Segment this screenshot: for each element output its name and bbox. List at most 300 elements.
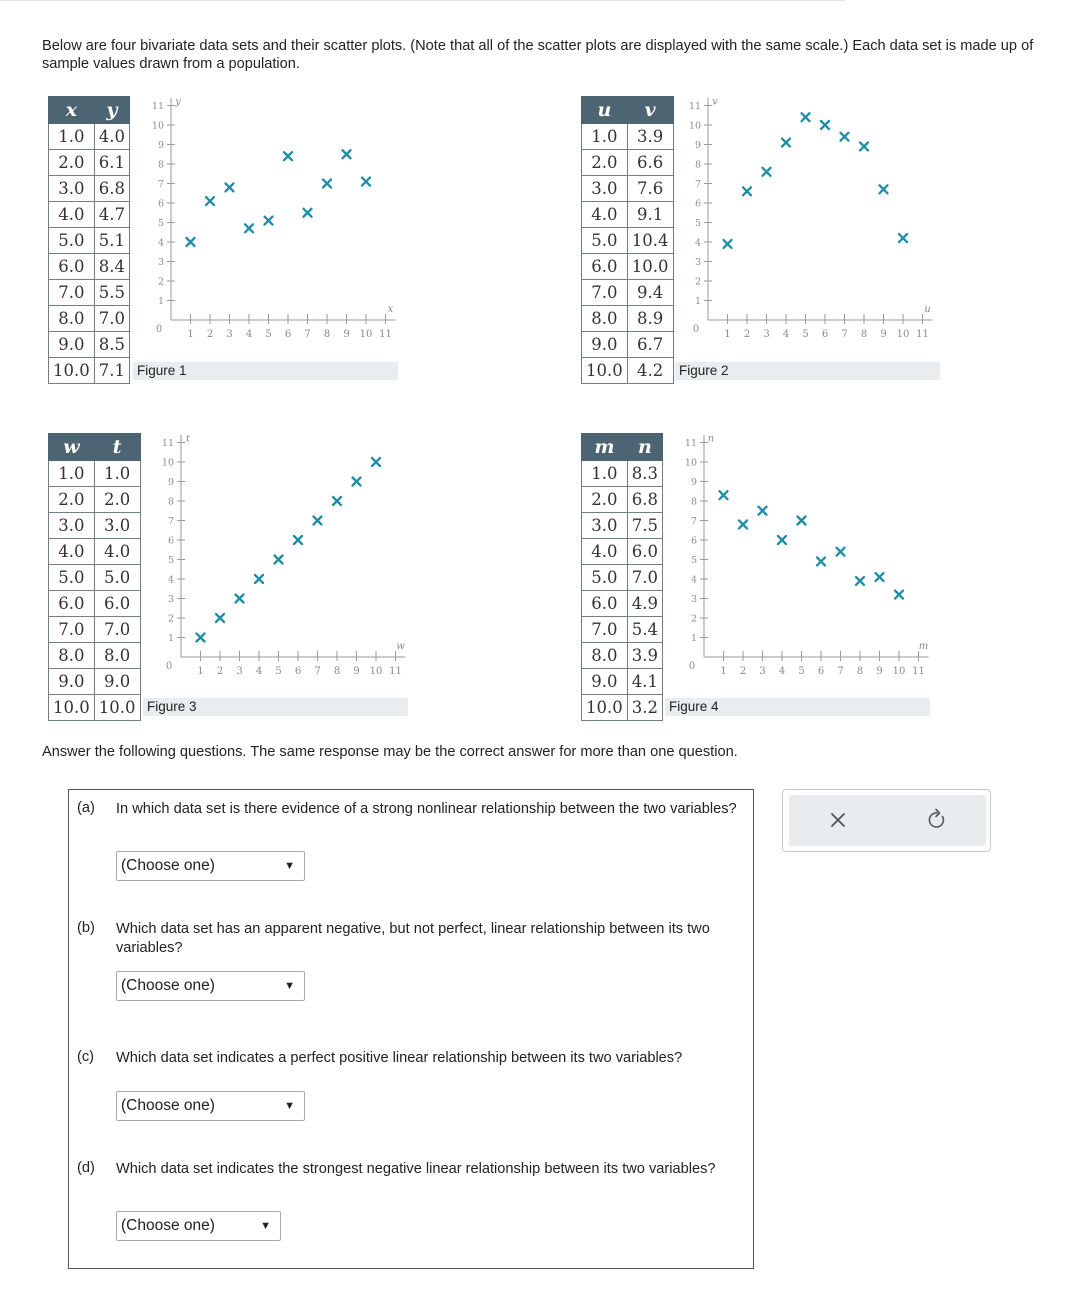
table-cell: 2.0 bbox=[582, 150, 628, 176]
table-row bbox=[49, 228, 130, 254]
data-point bbox=[821, 121, 829, 129]
table-cell: 8.4 bbox=[94, 254, 129, 280]
table-wt bbox=[48, 433, 141, 721]
table-cell: 5.1 bbox=[94, 228, 129, 254]
x-tick-label: 11 bbox=[916, 329, 929, 340]
col-header: u bbox=[582, 97, 628, 124]
table-cell: 10.0 bbox=[49, 358, 95, 384]
table-row bbox=[582, 539, 663, 565]
scatter-plot-2 bbox=[672, 98, 942, 360]
table-row bbox=[49, 254, 130, 280]
table-cell: 1.0 bbox=[49, 461, 95, 487]
table-row bbox=[49, 565, 141, 591]
data-point bbox=[236, 595, 244, 603]
x-tick-label: 2 bbox=[206, 329, 214, 340]
table-row bbox=[582, 565, 663, 591]
top-divider bbox=[0, 0, 845, 1]
y-tick-label: 1 bbox=[690, 633, 697, 644]
clear-button[interactable] bbox=[789, 795, 887, 846]
table-row bbox=[49, 306, 130, 332]
x-tick-label: 1 bbox=[724, 329, 731, 340]
y-tick-label: 3 bbox=[690, 594, 697, 605]
data-point bbox=[372, 458, 380, 466]
x-tick-label: 6 bbox=[817, 666, 825, 677]
x-tick-label: 8 bbox=[323, 329, 331, 340]
y-tick-label: 7 bbox=[167, 516, 174, 527]
table-row bbox=[49, 358, 130, 384]
origin-label: 0 bbox=[692, 324, 700, 335]
figure-1-caption: Figure 1 bbox=[133, 362, 398, 380]
table-row bbox=[582, 669, 663, 695]
table-cell: 1.0 bbox=[49, 124, 95, 150]
origin-label: 0 bbox=[165, 661, 173, 672]
table-cell: 10.0 bbox=[94, 695, 140, 721]
y-axis-label: n bbox=[707, 435, 715, 445]
y-tick-label: 7 bbox=[690, 516, 697, 527]
x-tick-label: 8 bbox=[860, 329, 868, 340]
table-cell: 5.0 bbox=[94, 565, 140, 591]
select-value: (Choose one) bbox=[121, 1097, 215, 1114]
data-point bbox=[226, 183, 234, 191]
table-row bbox=[582, 228, 674, 254]
table-cell: 4.0 bbox=[94, 539, 140, 565]
table-row bbox=[49, 695, 141, 721]
scatter-plot-3 bbox=[145, 435, 415, 695]
figure-3-caption: Figure 3 bbox=[143, 698, 408, 716]
y-tick-label: 11 bbox=[151, 101, 164, 112]
table-row bbox=[582, 176, 674, 202]
table-mn bbox=[581, 433, 663, 721]
answer-instructions: Answer the following questions. The same response may be the correct answer for more than one question. bbox=[42, 744, 738, 760]
x-tick-label: 11 bbox=[389, 666, 402, 677]
data-point bbox=[206, 197, 214, 205]
question-text: Which data set indicates a perfect positive linear relationship between its two variables? bbox=[116, 1050, 683, 1066]
table-xy bbox=[48, 96, 130, 384]
data-point bbox=[817, 557, 825, 565]
answer-select-a[interactable] bbox=[116, 851, 305, 881]
table-cell: 5.0 bbox=[582, 565, 628, 591]
controls-bar bbox=[789, 795, 986, 846]
x-tick-label: 3 bbox=[226, 329, 233, 340]
table-cell: 6.1 bbox=[94, 150, 129, 176]
data-point bbox=[314, 517, 322, 525]
data-point bbox=[333, 497, 341, 505]
data-point bbox=[860, 142, 868, 150]
table-row bbox=[582, 202, 674, 228]
y-tick-label: 5 bbox=[167, 555, 174, 566]
x-tick-label: 9 bbox=[876, 666, 883, 677]
answer-controls bbox=[782, 789, 991, 852]
col-header: x bbox=[49, 97, 95, 124]
x-tick-label: 9 bbox=[353, 666, 360, 677]
origin-label: 0 bbox=[688, 661, 696, 672]
y-tick-label: 1 bbox=[694, 296, 701, 307]
table-cell: 9.0 bbox=[49, 669, 95, 695]
table-cell: 5.5 bbox=[94, 280, 129, 306]
figure-4-caption: Figure 4 bbox=[665, 698, 930, 716]
table-cell: 4.0 bbox=[582, 539, 628, 565]
x-tick-label: 9 bbox=[343, 329, 350, 340]
table-cell: 2.0 bbox=[582, 487, 628, 513]
table-cell: 10.0 bbox=[582, 358, 628, 384]
data-point bbox=[187, 238, 195, 246]
data-point bbox=[899, 234, 907, 242]
y-tick-label: 5 bbox=[694, 218, 701, 229]
undo-button[interactable] bbox=[888, 795, 986, 846]
y-tick-label: 5 bbox=[157, 218, 164, 229]
y-tick-label: 2 bbox=[167, 613, 174, 625]
x-tick-label: 10 bbox=[359, 329, 373, 340]
select-value: (Choose one) bbox=[121, 977, 215, 994]
data-point bbox=[778, 536, 786, 544]
data-point bbox=[724, 240, 732, 248]
table-cell: 7.0 bbox=[627, 565, 662, 591]
table-row bbox=[49, 280, 130, 306]
table-row bbox=[49, 591, 141, 617]
table-row bbox=[582, 643, 663, 669]
y-tick-label: 10 bbox=[151, 120, 164, 132]
y-tick-label: 9 bbox=[694, 140, 701, 151]
answer-select-c[interactable] bbox=[116, 1091, 305, 1121]
table-cell: 1.0 bbox=[582, 461, 628, 487]
table-cell: 4.0 bbox=[49, 202, 95, 228]
col-header: w bbox=[49, 434, 95, 461]
question-label: (d) bbox=[77, 1160, 95, 1176]
table-row bbox=[49, 461, 141, 487]
table-row bbox=[582, 487, 663, 513]
questions-panel bbox=[68, 789, 754, 1269]
table-cell: 8.0 bbox=[94, 643, 140, 669]
x-tick-label: 6 bbox=[284, 329, 292, 340]
table-cell: 8.0 bbox=[582, 306, 628, 332]
table-cell: 4.1 bbox=[627, 669, 662, 695]
table-cell: 8.0 bbox=[49, 306, 95, 332]
x-tick-label: 1 bbox=[187, 329, 194, 340]
table-cell: 6.0 bbox=[582, 254, 628, 280]
table-row bbox=[582, 358, 674, 384]
y-tick-label: 9 bbox=[690, 477, 697, 488]
table-row bbox=[582, 332, 674, 358]
table-cell: 2.0 bbox=[49, 487, 95, 513]
table-cell: 9.0 bbox=[582, 332, 628, 358]
table-cell: 10.0 bbox=[627, 254, 673, 280]
table-row bbox=[582, 254, 674, 280]
y-axis-label: y bbox=[175, 98, 181, 108]
table-cell: 3.0 bbox=[94, 513, 140, 539]
dropdown-arrow-icon: ▼ bbox=[260, 1220, 271, 1232]
y-tick-label: 3 bbox=[157, 257, 164, 268]
table-row bbox=[49, 513, 141, 539]
y-tick-label: 6 bbox=[157, 198, 164, 210]
data-point bbox=[841, 133, 849, 141]
table-row bbox=[582, 150, 674, 176]
data-point bbox=[876, 573, 884, 581]
data-point bbox=[323, 180, 331, 188]
figure-2-caption: Figure 2 bbox=[675, 362, 940, 380]
question-text: Which data set indicates the strongest negative linear relationship between its two variables? bbox=[116, 1161, 716, 1177]
data-point bbox=[856, 577, 864, 585]
data-point bbox=[782, 139, 790, 147]
table-cell: 2.0 bbox=[94, 487, 140, 513]
y-tick-label: 1 bbox=[167, 633, 174, 644]
select-value: (Choose one) bbox=[121, 1217, 215, 1234]
table-cell: 9.1 bbox=[627, 202, 673, 228]
y-tick-label: 2 bbox=[694, 276, 701, 288]
table-row bbox=[49, 669, 141, 695]
table-row bbox=[582, 461, 663, 487]
data-point bbox=[275, 556, 283, 564]
table-cell: 6.7 bbox=[627, 332, 673, 358]
x-tick-label: 11 bbox=[379, 329, 392, 340]
data-point bbox=[743, 187, 751, 195]
table-cell: 7.0 bbox=[49, 280, 95, 306]
table-cell: 4.7 bbox=[94, 202, 129, 228]
x-tick-label: 10 bbox=[896, 329, 910, 340]
table-cell: 5.0 bbox=[49, 228, 95, 254]
x-tick-label: 7 bbox=[841, 329, 848, 340]
table-cell: 8.0 bbox=[49, 643, 95, 669]
x-axis-label: u bbox=[924, 304, 931, 315]
table-cell: 2.0 bbox=[49, 150, 95, 176]
table-cell: 9.0 bbox=[49, 332, 95, 358]
x-tick-label: 4 bbox=[255, 666, 263, 677]
table-cell: 3.2 bbox=[627, 695, 662, 721]
table-cell: 7.1 bbox=[94, 358, 129, 384]
table-cell: 9.0 bbox=[582, 669, 628, 695]
question-label: (b) bbox=[77, 920, 95, 936]
table-cell: 7.0 bbox=[582, 617, 628, 643]
table-uv bbox=[581, 96, 674, 384]
data-point bbox=[255, 575, 263, 583]
table-cell: 3.9 bbox=[627, 643, 662, 669]
y-tick-label: 4 bbox=[157, 237, 164, 249]
table-row bbox=[582, 591, 663, 617]
data-point bbox=[353, 478, 361, 486]
y-tick-label: 10 bbox=[688, 120, 701, 132]
y-tick-label: 8 bbox=[694, 159, 701, 171]
y-tick-label: 9 bbox=[167, 477, 174, 488]
table-cell: 4.0 bbox=[94, 124, 129, 150]
y-tick-label: 8 bbox=[167, 496, 174, 508]
data-point bbox=[304, 209, 312, 217]
scatter-plot-4 bbox=[668, 435, 938, 695]
table-cell: 5.0 bbox=[582, 228, 628, 254]
table-row bbox=[49, 487, 141, 513]
y-tick-label: 2 bbox=[157, 276, 164, 288]
table-cell: 4.9 bbox=[627, 591, 662, 617]
table-row bbox=[582, 513, 663, 539]
table-row bbox=[49, 332, 130, 358]
intro-text: Below are four bivariate data sets and their scatter plots. (Note that all of the scatter plots are displayed with the same scale.) Each data set is made up of sample values drawn from a population. bbox=[42, 38, 1034, 72]
table-row bbox=[49, 539, 141, 565]
question-text: Which data set has an apparent negative, but not perfect, linear relationship between its two variables? bbox=[116, 921, 710, 956]
data-point bbox=[759, 507, 767, 515]
x-tick-label: 7 bbox=[314, 666, 321, 677]
x-tick-label: 2 bbox=[216, 666, 224, 677]
x-tick-label: 7 bbox=[837, 666, 844, 677]
table-cell: 9.4 bbox=[627, 280, 673, 306]
origin-label: 0 bbox=[155, 324, 163, 335]
x-axis-label: m bbox=[918, 641, 929, 652]
data-point bbox=[216, 614, 224, 622]
x-tick-label: 5 bbox=[265, 329, 272, 340]
table-cell: 4.0 bbox=[582, 202, 628, 228]
table-cell: 7.0 bbox=[582, 280, 628, 306]
data-point bbox=[245, 224, 253, 232]
x-tick-label: 1 bbox=[197, 666, 204, 677]
table-cell: 7.0 bbox=[94, 306, 129, 332]
table-cell: 6.0 bbox=[94, 591, 140, 617]
y-tick-label: 4 bbox=[690, 574, 697, 586]
y-tick-label: 1 bbox=[157, 296, 164, 307]
x-tick-label: 1 bbox=[720, 666, 727, 677]
data-point bbox=[294, 536, 302, 544]
undo-icon bbox=[888, 795, 986, 846]
table-cell: 8.9 bbox=[627, 306, 673, 332]
table-cell: 4.0 bbox=[49, 539, 95, 565]
col-header: y bbox=[94, 97, 129, 124]
answer-select-d[interactable] bbox=[116, 1211, 281, 1241]
table-cell: 5.0 bbox=[49, 565, 95, 591]
scatter-plot-1 bbox=[135, 98, 405, 360]
table-row bbox=[49, 176, 130, 202]
x-tick-label: 9 bbox=[880, 329, 887, 340]
col-header: t bbox=[94, 434, 140, 461]
x-tick-label: 10 bbox=[369, 666, 383, 677]
answer-select-b[interactable] bbox=[116, 971, 305, 1001]
x-axis-label: x bbox=[387, 304, 394, 315]
y-tick-label: 8 bbox=[157, 159, 164, 171]
table-cell: 8.5 bbox=[94, 332, 129, 358]
table-cell: 6.6 bbox=[627, 150, 673, 176]
table-cell: 7.5 bbox=[627, 513, 662, 539]
y-tick-label: 6 bbox=[690, 535, 697, 547]
table-cell: 8.0 bbox=[582, 643, 628, 669]
data-point bbox=[720, 491, 728, 499]
table-row bbox=[49, 202, 130, 228]
select-value: (Choose one) bbox=[121, 857, 215, 874]
y-tick-label: 4 bbox=[694, 237, 701, 249]
y-tick-label: 11 bbox=[161, 438, 174, 449]
table-cell: 9.0 bbox=[94, 669, 140, 695]
table-cell: 4.2 bbox=[627, 358, 673, 384]
table-row bbox=[49, 617, 141, 643]
y-tick-label: 11 bbox=[688, 101, 701, 112]
y-axis-label: t bbox=[185, 435, 191, 445]
x-tick-label: 10 bbox=[892, 666, 906, 677]
x-axis-label: w bbox=[396, 641, 405, 652]
y-tick-label: 8 bbox=[690, 496, 697, 508]
table-row bbox=[49, 150, 130, 176]
x-tick-label: 3 bbox=[236, 666, 243, 677]
y-tick-label: 9 bbox=[157, 140, 164, 151]
table-cell: 6.0 bbox=[49, 591, 95, 617]
y-tick-label: 10 bbox=[161, 457, 174, 469]
table-row bbox=[582, 306, 674, 332]
table-cell: 7.0 bbox=[49, 617, 95, 643]
data-point bbox=[880, 185, 888, 193]
x-tick-label: 5 bbox=[798, 666, 805, 677]
table-row bbox=[49, 124, 130, 150]
question-label: (c) bbox=[77, 1049, 95, 1065]
data-point bbox=[895, 591, 903, 599]
table-cell: 5.4 bbox=[627, 617, 662, 643]
x-tick-label: 8 bbox=[856, 666, 864, 677]
table-cell: 10.4 bbox=[627, 228, 673, 254]
dropdown-arrow-icon: ▼ bbox=[284, 980, 295, 992]
table-cell: 6.0 bbox=[627, 539, 662, 565]
y-tick-label: 2 bbox=[690, 613, 697, 625]
table-cell: 7.0 bbox=[94, 617, 140, 643]
data-point bbox=[343, 150, 351, 158]
col-header: m bbox=[582, 434, 628, 461]
data-point bbox=[362, 178, 370, 186]
data-point bbox=[284, 152, 292, 160]
y-tick-label: 7 bbox=[694, 179, 701, 190]
dropdown-arrow-icon: ▼ bbox=[284, 860, 295, 872]
y-tick-label: 3 bbox=[694, 257, 701, 268]
table-cell: 6.8 bbox=[627, 487, 662, 513]
y-tick-label: 4 bbox=[167, 574, 174, 586]
x-tick-label: 6 bbox=[294, 666, 302, 677]
table-cell: 1.0 bbox=[582, 124, 628, 150]
table-cell: 10.0 bbox=[49, 695, 95, 721]
table-cell: 10.0 bbox=[582, 695, 628, 721]
data-point bbox=[837, 548, 845, 556]
x-tick-label: 2 bbox=[739, 666, 747, 677]
y-tick-label: 11 bbox=[684, 438, 697, 449]
table-cell: 3.0 bbox=[49, 176, 95, 202]
table-cell: 6.0 bbox=[49, 254, 95, 280]
close-icon bbox=[789, 795, 887, 846]
question-label: (a) bbox=[77, 800, 95, 816]
x-tick-label: 6 bbox=[821, 329, 829, 340]
x-tick-label: 5 bbox=[802, 329, 809, 340]
col-header: v bbox=[627, 97, 673, 124]
x-tick-label: 3 bbox=[759, 666, 766, 677]
x-tick-label: 5 bbox=[275, 666, 282, 677]
y-tick-label: 10 bbox=[684, 457, 697, 469]
col-header: n bbox=[627, 434, 662, 461]
table-cell: 3.0 bbox=[582, 513, 628, 539]
question-text: In which data set is there evidence of a strong nonlinear relationship between the two variables? bbox=[116, 801, 737, 817]
x-tick-label: 4 bbox=[778, 666, 786, 677]
data-point bbox=[798, 517, 806, 525]
table-row bbox=[582, 124, 674, 150]
x-tick-label: 11 bbox=[912, 666, 925, 677]
table-row bbox=[49, 643, 141, 669]
x-tick-label: 4 bbox=[782, 329, 790, 340]
data-point bbox=[763, 168, 771, 176]
data-point bbox=[265, 217, 273, 225]
table-cell: 3.0 bbox=[49, 513, 95, 539]
data-point bbox=[197, 634, 205, 642]
y-tick-label: 3 bbox=[167, 594, 174, 605]
x-tick-label: 2 bbox=[743, 329, 751, 340]
table-row bbox=[582, 280, 674, 306]
table-cell: 6.8 bbox=[94, 176, 129, 202]
table-cell: 3.9 bbox=[627, 124, 673, 150]
table-row bbox=[582, 617, 663, 643]
y-tick-label: 6 bbox=[694, 198, 701, 210]
y-tick-label: 6 bbox=[167, 535, 174, 547]
data-point bbox=[739, 520, 747, 528]
table-cell: 3.0 bbox=[582, 176, 628, 202]
table-cell: 8.3 bbox=[627, 461, 662, 487]
table-cell: 6.0 bbox=[582, 591, 628, 617]
table-cell: 7.6 bbox=[627, 176, 673, 202]
x-tick-label: 7 bbox=[304, 329, 311, 340]
